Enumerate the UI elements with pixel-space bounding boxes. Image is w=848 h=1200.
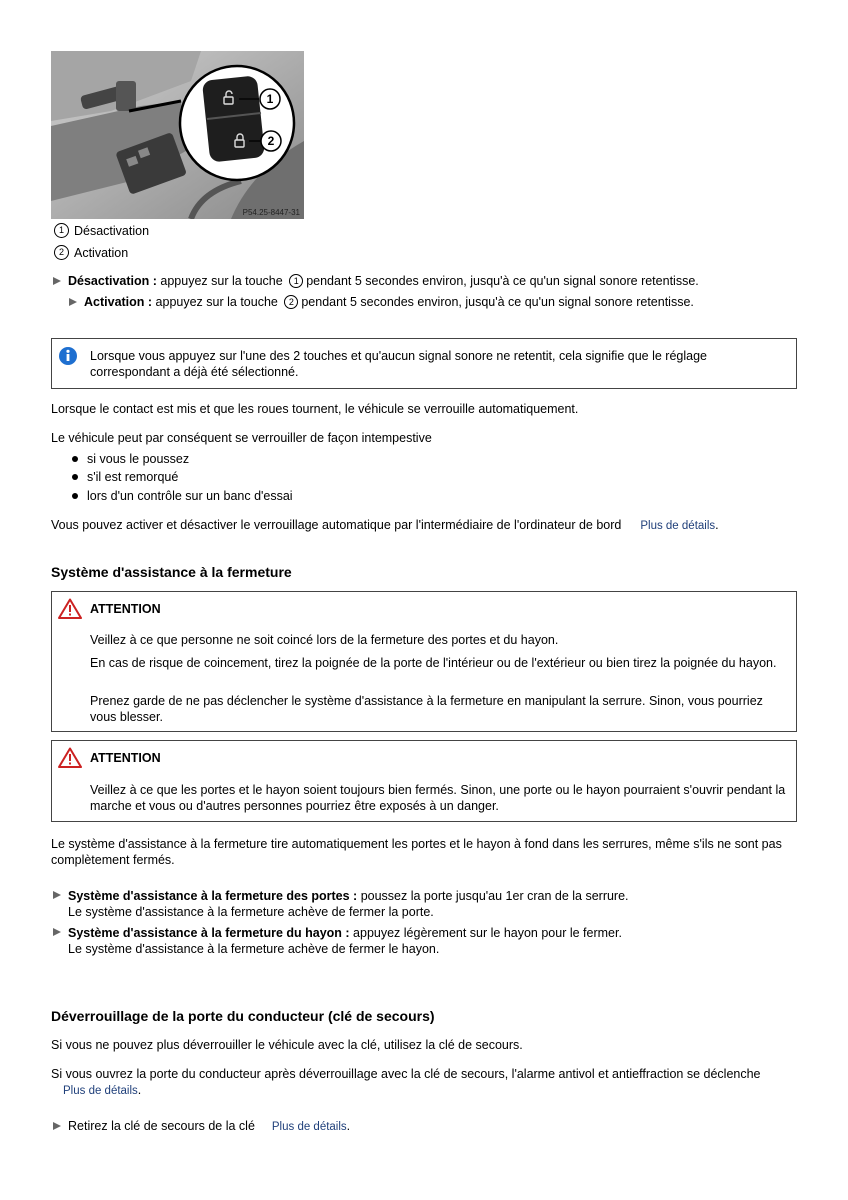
step-text: pendant 5 secondes environ, jusqu'à ce qu'un signal sonore retentisse. bbox=[306, 274, 699, 288]
warning-2-text: Veillez à ce que les portes et le hayon soient toujours bien fermés. Sinon, une porte ou le hayon pourraient s'ouvrir pendant la marche et vous ou d'autres personnes pourriez être exposés à un danger. bbox=[90, 783, 786, 813]
step-text: appuyez légèrement sur le hayon pour le fermer. bbox=[353, 926, 622, 940]
bullet-icon bbox=[72, 456, 78, 462]
list-item-text: s'il est remorqué bbox=[87, 470, 179, 484]
step-label: Système d'assistance à la fermeture du hayon : bbox=[68, 926, 350, 940]
warning-icon bbox=[58, 747, 82, 768]
info-note-text: Lorsque vous appuyez sur l'une des 2 touches et qu'aucun signal sonore ne retentit, cela signifie que le réglage correspondant a déjà été sélectionné. bbox=[90, 349, 707, 379]
para-closing-assist: Le système d'assistance à la fermeture tire automatiquement les portes et le hayon à fond dans les serrures, même s'ils ne sont pas complètement fermés. bbox=[51, 837, 782, 867]
info-icon bbox=[58, 346, 78, 366]
step-subtext: Le système d'assistance à la fermeture achève de fermer le hayon. bbox=[68, 942, 440, 956]
list-item bbox=[72, 470, 178, 484]
para-emergency-key-2: Si vous ouvrez la porte du conducteur après déverrouillage avec la clé de secours, l'alarme antivol et antieffraction se déclenche bbox=[51, 1067, 761, 1081]
arrow-icon bbox=[53, 928, 61, 936]
arrow-icon bbox=[69, 298, 77, 306]
callout-1-icon: 1 bbox=[54, 223, 69, 238]
step-remove-key: Retirez la clé de secours de la clé Plus de détails. bbox=[53, 1119, 350, 1133]
list-item bbox=[72, 452, 189, 466]
info-note-box bbox=[51, 338, 797, 389]
caption-2-text: Activation bbox=[74, 245, 129, 260]
step-label: Système d'assistance à la fermeture des portes : bbox=[68, 889, 358, 903]
step-text: poussez la porte jusqu'au 1er cran de la serrure. bbox=[360, 889, 629, 903]
caption-1-text: Désactivation bbox=[74, 223, 150, 238]
step-tailgate bbox=[53, 925, 622, 957]
bullet-icon bbox=[72, 493, 78, 499]
callout-1-label: 1 bbox=[266, 92, 274, 106]
step-subtext: Le système d'assistance à la fermeture achève de fermer la porte. bbox=[68, 905, 434, 919]
section-title-emergency-key: Déverrouillage de la porte du conducteur (clé de secours) bbox=[51, 1008, 435, 1024]
details-link[interactable]: Plus de détails bbox=[271, 1121, 347, 1133]
step-text: appuyez sur la touche bbox=[160, 274, 283, 288]
list-item-text: si vous le poussez bbox=[87, 452, 190, 466]
para-inopportune: Le véhicule peut par conséquent se verrouiller de façon intempestive bbox=[51, 431, 432, 445]
attention-label: ATTENTION bbox=[90, 602, 161, 616]
list-item-text: lors d'un contrôle sur un banc d'essai bbox=[87, 489, 293, 503]
step-text: Retirez la clé de secours de la clé bbox=[68, 1119, 255, 1133]
callout-2-icon: 2 bbox=[284, 295, 298, 309]
warning-box-2 bbox=[51, 740, 797, 822]
warning-icon bbox=[58, 598, 82, 619]
arrow-icon bbox=[53, 891, 61, 899]
warning-1-line-1: Veillez à ce que personne ne soit coincé lors de la fermeture des portes et du hayon. bbox=[90, 633, 559, 647]
callout-1-icon: 1 bbox=[289, 274, 303, 288]
details-link[interactable]: Plus de détails bbox=[640, 520, 716, 532]
step-deactivation bbox=[53, 274, 699, 288]
para-emergency-key-1: Si vous ne pouvez plus déverrouiller le véhicule avec la clé, utilisez la clé de secours. bbox=[51, 1038, 523, 1052]
callout-2-label: 2 bbox=[267, 134, 275, 148]
attention-label: ATTENTION bbox=[90, 751, 161, 765]
callout-2-icon: 2 bbox=[54, 245, 69, 260]
arrow-icon bbox=[53, 277, 61, 285]
warning-1-line-3: Prenez garde de ne pas déclencher le système d'assistance à la fermeture en manipulant la serrure. Sinon, vous pourriez vous blesser. bbox=[90, 694, 763, 724]
caption-1 bbox=[54, 223, 149, 238]
details-link-wrap: Plus de détails. bbox=[63, 1083, 142, 1097]
step-doors bbox=[53, 888, 629, 920]
step-label: Désactivation : bbox=[68, 274, 157, 288]
bullet-icon bbox=[72, 474, 78, 480]
step-text: pendant 5 secondes environ, jusqu'à ce qu'un signal sonore retentisse. bbox=[301, 295, 694, 309]
section-title-closing-assist: Système d'assistance à la fermeture bbox=[51, 564, 292, 580]
list-item bbox=[72, 489, 293, 503]
para-auto-lock: Lorsque le contact est mis et que les roues tournent, le véhicule se verrouille automatiquement. bbox=[51, 402, 579, 416]
step-activation bbox=[69, 295, 694, 309]
warning-box-1 bbox=[51, 591, 797, 732]
para-onboard-text: Vous pouvez activer et désactiver le verrouillage automatique par l'intermédiaire de l'ordinateur de bord bbox=[51, 518, 622, 532]
warning-1-line-2: En cas de risque de coincement, tirez la poignée de la porte de l'intérieur ou de l'extérieur ou bien tirez la poignée du hayon. bbox=[90, 656, 777, 670]
step-label: Activation : bbox=[84, 295, 153, 309]
para-onboard: Vous pouvez activer et désactiver le verrouillage automatique par l'intermédiaire de l'ordinateur de bord Plus de détails. bbox=[51, 518, 719, 532]
figure-code: P54.25-8447-31 bbox=[242, 208, 300, 217]
details-link[interactable]: Plus de détails bbox=[63, 1085, 138, 1097]
step-text: appuyez sur la touche bbox=[155, 295, 278, 309]
arrow-icon bbox=[53, 1122, 61, 1130]
door-lock-switch-figure bbox=[51, 51, 304, 219]
caption-2 bbox=[54, 245, 128, 260]
